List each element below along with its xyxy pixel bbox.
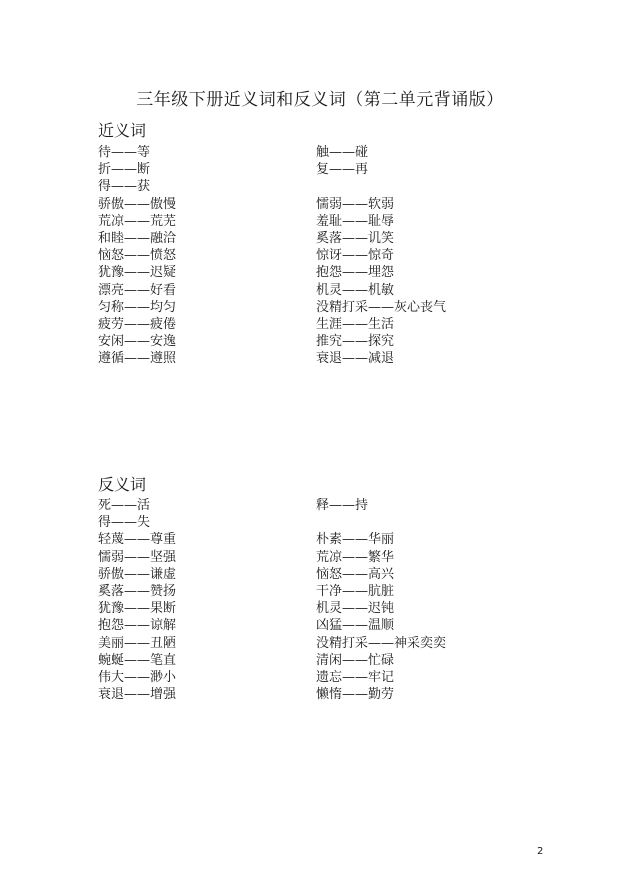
antonym-pair: 奚落——赞扬 [98, 583, 177, 599]
antonym-pair: 恼怒——高兴 [316, 566, 395, 582]
synonym-pair: 机灵——机敏 [316, 282, 395, 298]
synonym-pair: 惊讶——惊奇 [316, 248, 395, 264]
antonym-pair: 清闲——忙碌 [316, 652, 395, 668]
antonym-pair: 美丽——丑陋 [98, 635, 177, 651]
synonym-pair: 待——等 [98, 145, 151, 160]
synonym-pair: 羞耻——耻辱 [316, 213, 395, 229]
page-title: 三年级下册近义词和反义词（第二单元背诵版） [136, 90, 504, 110]
synonym-pair: 推究——探究 [316, 334, 395, 350]
antonym-pair: 机灵——迟钝 [316, 601, 395, 617]
antonym-pair: 懦弱——坚强 [98, 549, 177, 565]
page-number: 2 [537, 846, 544, 857]
antonym-pair: 懒惰——勤劳 [316, 687, 395, 703]
synonym-pair: 荒凉——荒芜 [98, 213, 177, 229]
antonym-pair: 释——持 [316, 498, 369, 513]
synonyms-right-column [316, 144, 446, 367]
antonyms-heading: 反义词 [98, 475, 147, 494]
antonym-pair: 没精打采——神采奕奕 [316, 635, 447, 651]
synonym-pair: 安闲——安逸 [98, 334, 177, 350]
synonym-pair: 疲劳——疲倦 [98, 316, 177, 332]
synonym-pair: 犹豫——迟疑 [98, 265, 177, 281]
antonym-pair: 荒凉——繁华 [316, 549, 395, 565]
synonym-pair: 抱怨——埋怨 [316, 265, 395, 281]
synonym-pair: 懦弱——软弱 [316, 196, 395, 212]
synonym-pair: 没精打采——灰心丧气 [316, 299, 447, 315]
antonym-pair: 伟大——渺小 [98, 669, 177, 685]
synonym-pair: 奚落——讥笑 [316, 230, 395, 246]
antonym-pair: 衰退——增强 [98, 687, 177, 703]
synonyms-heading: 近义词 [98, 121, 147, 140]
antonym-pair: 死——活 [98, 498, 151, 513]
synonym-pair: 触——碰 [316, 145, 369, 160]
antonym-pair: 得——失 [98, 515, 151, 531]
antonym-pair: 蜿蜒——笔直 [98, 652, 177, 668]
synonyms-left-column [98, 144, 176, 367]
synonym-pair: 衰退——减退 [316, 351, 395, 367]
antonym-pair: 轻蔑——尊重 [98, 532, 177, 548]
antonym-pair: 遗忘——牢记 [316, 669, 395, 685]
synonym-pair: 遵循——遵照 [98, 351, 177, 367]
antonym-pair: 骄傲——谦虚 [98, 566, 177, 582]
antonyms-right-column [316, 497, 446, 703]
synonym-pair: 生涯——生活 [316, 316, 395, 332]
antonym-pair: 凶猛——温顺 [316, 618, 395, 634]
synonym-pair: 漂亮——好看 [98, 282, 177, 298]
antonym-pair [316, 514, 446, 531]
synonym-pair [316, 178, 446, 195]
antonyms-left-column [98, 497, 176, 703]
synonym-pair: 匀称——均匀 [98, 299, 177, 315]
synonym-pair: 恼怒——愤怒 [98, 248, 177, 264]
synonym-pair: 复——再 [316, 162, 369, 178]
synonym-pair: 骄傲——傲慢 [98, 196, 177, 212]
antonym-pair: 犹豫——果断 [98, 601, 177, 617]
synonym-pair: 折——断 [98, 162, 151, 178]
antonym-pair: 朴素——华丽 [316, 532, 395, 548]
synonym-pair: 和睦——融洽 [98, 230, 177, 246]
synonym-pair: 得——获 [98, 179, 151, 195]
antonym-pair: 干净——肮脏 [316, 583, 395, 599]
antonym-pair: 抱怨——谅解 [98, 618, 177, 634]
